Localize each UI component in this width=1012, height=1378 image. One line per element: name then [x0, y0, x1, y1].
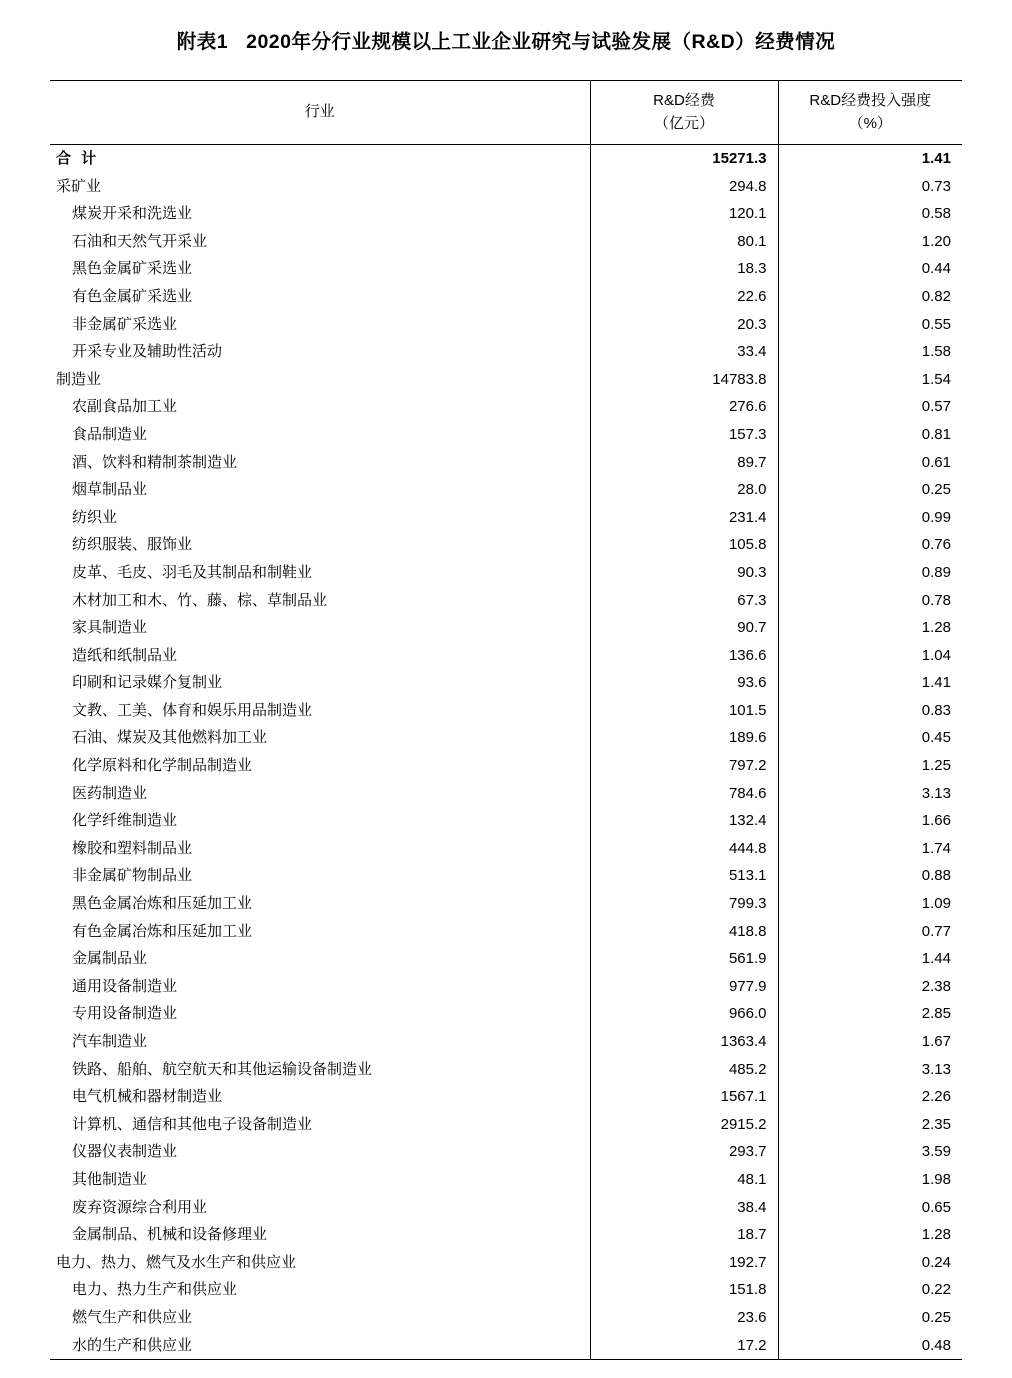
cell-rd-expenditure: 28.0	[590, 476, 778, 504]
cell-rd-expenditure: 38.4	[590, 1194, 778, 1222]
table-row	[50, 1221, 962, 1249]
cell-rd-expenditure: 231.4	[590, 504, 778, 532]
table-row	[50, 835, 962, 863]
industry-label: 制造业	[56, 370, 102, 388]
industry-label: 造纸和纸制品业	[72, 646, 178, 664]
cell-rd-expenditure: 1567.1	[590, 1083, 778, 1111]
cell-rd-intensity: 0.61	[921, 453, 951, 471]
cell-rd-intensity: 1.66	[921, 812, 951, 830]
industry-label: 计算机、通信和其他电子设备制造业	[72, 1115, 313, 1133]
industry-label: 废弃资源综合利用业	[72, 1198, 208, 1216]
cell-rd-expenditure: 90.3	[590, 559, 778, 587]
cell-rd-expenditure: 485.2	[590, 1056, 778, 1084]
table-row	[50, 669, 962, 697]
cell-rd-expenditure: 90.7	[590, 614, 778, 642]
cell-industry-name	[50, 587, 590, 615]
industry-label: 印刷和记录媒介复制业	[72, 674, 223, 692]
cell-rd-intensity: 0.77	[921, 922, 951, 940]
cell-rd-intensity: 0.25	[921, 481, 951, 499]
table-row	[50, 228, 962, 256]
cell-rd-expenditure: 33.4	[590, 338, 778, 366]
cell-industry-name	[50, 366, 590, 394]
cell-rd-expenditure: 151.8	[590, 1276, 778, 1304]
table-header	[50, 81, 962, 145]
table-row	[50, 338, 962, 366]
cell-rd-intensity: 0.76	[921, 536, 951, 554]
table-row	[50, 918, 962, 946]
cell-rd-expenditure: 48.1	[590, 1166, 778, 1194]
cell-industry-name	[50, 283, 590, 311]
cell-industry-name	[50, 669, 590, 697]
cell-industry-name	[50, 559, 590, 587]
cell-industry-name	[50, 807, 590, 835]
table-row	[50, 200, 962, 228]
cell-rd-expenditure: 132.4	[590, 807, 778, 835]
cell-rd-intensity: 0.22	[921, 1281, 951, 1299]
table-row	[50, 1249, 962, 1277]
table-row	[50, 366, 962, 394]
table-row	[50, 531, 962, 559]
table-row	[50, 255, 962, 283]
table-row	[50, 1138, 962, 1166]
column-header-rd-expenditure: R&D经费 （亿元）	[590, 81, 778, 145]
cell-rd-intensity: 0.45	[921, 729, 951, 747]
table-row	[50, 393, 962, 421]
cell-rd-intensity: 1.28	[921, 619, 951, 637]
table-row	[50, 973, 962, 1001]
cell-rd-intensity: 0.83	[921, 701, 951, 719]
industry-label: 仪器仪表制造业	[72, 1143, 178, 1161]
cell-rd-intensity: 0.55	[921, 315, 951, 333]
industry-label: 其他制造业	[72, 1170, 148, 1188]
table-row	[50, 559, 962, 587]
cell-rd-expenditure: 18.7	[590, 1221, 778, 1249]
rd-expenditure-table	[50, 80, 962, 1360]
cell-rd-expenditure: 17.2	[590, 1332, 778, 1360]
cell-rd-expenditure: 14783.8	[590, 366, 778, 394]
cell-rd-expenditure: 101.5	[590, 697, 778, 725]
cell-industry-name	[50, 476, 590, 504]
cell-rd-expenditure: 15271.3	[590, 145, 778, 173]
cell-industry-name	[50, 421, 590, 449]
cell-industry-name	[50, 1304, 590, 1332]
cell-rd-intensity: 0.89	[921, 563, 951, 581]
industry-label: 烟草制品业	[72, 481, 148, 499]
cell-rd-intensity: 1.20	[921, 232, 951, 250]
cell-rd-intensity: 2.38	[921, 977, 951, 995]
cell-rd-expenditure: 799.3	[590, 890, 778, 918]
cell-rd-expenditure: 966.0	[590, 1000, 778, 1028]
industry-label: 采矿业	[56, 177, 102, 195]
cell-rd-intensity: 1.04	[921, 646, 951, 664]
cell-industry-name	[50, 449, 590, 477]
cell-rd-intensity: 1.58	[921, 343, 951, 361]
cell-rd-intensity: 0.65	[921, 1198, 951, 1216]
industry-label: 有色金属矿采选业	[72, 287, 193, 305]
cell-industry-name	[50, 780, 590, 808]
cell-industry-name	[50, 697, 590, 725]
cell-rd-expenditure: 294.8	[590, 173, 778, 201]
industry-label: 电气机械和器材制造业	[72, 1088, 223, 1106]
cell-industry-name	[50, 338, 590, 366]
cell-industry-name	[50, 504, 590, 532]
cell-industry-name	[50, 614, 590, 642]
cell-rd-intensity: 0.24	[921, 1253, 951, 1271]
cell-rd-intensity: 1.25	[921, 757, 951, 775]
cell-industry-name	[50, 1000, 590, 1028]
cell-rd-expenditure: 418.8	[590, 918, 778, 946]
cell-rd-expenditure: 120.1	[590, 200, 778, 228]
column-header-industry: 行业	[50, 81, 590, 145]
cell-rd-expenditure: 20.3	[590, 311, 778, 339]
industry-label: 金属制品业	[72, 950, 148, 968]
cell-industry-name	[50, 255, 590, 283]
cell-rd-expenditure: 67.3	[590, 587, 778, 615]
cell-industry-name	[50, 1166, 590, 1194]
cell-rd-intensity: 0.58	[921, 205, 951, 223]
cell-rd-intensity: 1.41	[921, 150, 951, 167]
cell-rd-intensity: 0.78	[921, 591, 951, 609]
cell-rd-intensity: 1.74	[921, 839, 951, 857]
cell-rd-intensity: 1.44	[921, 950, 951, 968]
table-row	[50, 476, 962, 504]
table-row	[50, 173, 962, 201]
title-text: 2020年分行业规模以上工业企业研究与试验发展（R&D）经费情况	[246, 31, 836, 53]
table-row	[50, 807, 962, 835]
table-row	[50, 890, 962, 918]
cell-industry-name	[50, 973, 590, 1001]
table-body	[50, 145, 962, 1360]
cell-rd-intensity: 1.54	[921, 370, 951, 388]
industry-label: 有色金属冶炼和压延加工业	[72, 922, 253, 940]
table-row	[50, 1111, 962, 1139]
industry-label: 通用设备制造业	[72, 977, 178, 995]
cell-industry-name	[50, 1194, 590, 1222]
cell-rd-intensity: 2.35	[921, 1115, 951, 1133]
cell-industry-name	[50, 642, 590, 670]
cell-rd-intensity: 3.59	[921, 1143, 951, 1161]
table-row	[50, 945, 962, 973]
industry-label: 电力、热力生产和供应业	[72, 1281, 238, 1299]
table-row	[50, 697, 962, 725]
table-row	[50, 587, 962, 615]
industry-label: 非金属矿采选业	[72, 315, 178, 333]
cell-rd-intensity: 3.13	[921, 1060, 951, 1078]
industry-label: 水的生产和供应业	[72, 1336, 193, 1354]
industry-label: 黑色金属矿采选业	[72, 260, 193, 278]
industry-label: 纺织服装、服饰业	[72, 536, 193, 554]
table-header-row	[50, 81, 962, 145]
column-header-rd-intensity: R&D经费投入强度 （%）	[778, 81, 962, 145]
cell-rd-expenditure: 444.8	[590, 835, 778, 863]
cell-rd-expenditure: 105.8	[590, 531, 778, 559]
cell-industry-name	[50, 200, 590, 228]
industry-label: 汽车制造业	[72, 1033, 148, 1050]
table-row	[50, 1083, 962, 1111]
industry-label: 石油、煤炭及其他燃料加工业	[72, 729, 268, 747]
cell-rd-intensity: 0.48	[778, 1332, 962, 1360]
cell-industry-name	[50, 1111, 590, 1139]
cell-rd-expenditure: 22.6	[590, 283, 778, 311]
cell-rd-expenditure: 89.7	[590, 449, 778, 477]
cell-industry-name	[50, 1138, 590, 1166]
industry-label: 石油和天然气开采业	[72, 232, 208, 250]
cell-rd-expenditure: 276.6	[590, 393, 778, 421]
cell-rd-intensity: 0.73	[921, 177, 951, 195]
industry-label: 橡胶和塑料制品业	[72, 839, 193, 857]
cell-rd-intensity: 0.82	[921, 287, 951, 305]
table-row	[50, 752, 962, 780]
cell-industry-name	[50, 531, 590, 559]
table-row	[50, 145, 962, 173]
table-row	[50, 1304, 962, 1332]
industry-label: 铁路、船舶、航空航天和其他运输设备制造业	[72, 1060, 373, 1078]
cell-industry-name	[50, 1249, 590, 1277]
cell-rd-expenditure: 561.9	[590, 945, 778, 973]
table-row	[50, 1194, 962, 1222]
cell-rd-expenditure: 977.9	[590, 973, 778, 1001]
cell-rd-intensity: 1.28	[921, 1226, 951, 1244]
cell-industry-name	[50, 835, 590, 863]
cell-rd-expenditure: 18.3	[590, 255, 778, 283]
table-row	[50, 1332, 962, 1360]
industry-label: 文教、工美、体育和娱乐用品制造业	[72, 701, 313, 719]
industry-label: 开采专业及辅助性活动	[72, 343, 223, 361]
industry-label: 医药制造业	[72, 784, 148, 802]
title-number: 附表1	[176, 31, 229, 53]
industry-label: 专用设备制造业	[72, 1005, 178, 1023]
table-row	[50, 449, 962, 477]
table-row	[50, 1056, 962, 1084]
cell-rd-expenditure: 157.3	[590, 421, 778, 449]
cell-rd-intensity: 2.26	[921, 1088, 951, 1106]
table-row	[50, 614, 962, 642]
industry-label: 化学纤维制造业	[72, 812, 178, 830]
table-row	[50, 504, 962, 532]
table-row	[50, 1166, 962, 1194]
table-row	[50, 1028, 962, 1056]
industry-label: 家具制造业	[72, 619, 148, 637]
cell-rd-expenditure: 189.6	[590, 724, 778, 752]
cell-rd-intensity: 1.67	[921, 1033, 951, 1050]
table-row	[50, 283, 962, 311]
cell-industry-name	[50, 1028, 590, 1056]
table-row	[50, 1276, 962, 1304]
table-row	[50, 421, 962, 449]
table-row	[50, 311, 962, 339]
cell-rd-intensity: 1.98	[921, 1170, 951, 1188]
cell-rd-expenditure: 784.6	[590, 780, 778, 808]
cell-industry-name	[50, 173, 590, 201]
table-row	[50, 642, 962, 670]
industry-label: 农副食品加工业	[72, 398, 178, 416]
industry-label: 非金属矿物制品业	[72, 867, 193, 885]
cell-industry-name	[50, 1083, 590, 1111]
cell-industry-name	[50, 393, 590, 421]
cell-rd-intensity: 2.85	[921, 1005, 951, 1023]
cell-rd-expenditure: 192.7	[590, 1249, 778, 1277]
industry-label: 化学原料和化学制品制造业	[72, 757, 253, 775]
industry-label: 纺织业	[72, 508, 118, 526]
cell-industry-name	[50, 1276, 590, 1304]
industry-label: 黑色金属冶炼和压延加工业	[72, 895, 253, 913]
page-title	[50, 0, 962, 80]
cell-industry-name	[50, 724, 590, 752]
industry-label: 合 计	[56, 150, 100, 167]
industry-label: 电力、热力、燃气及水生产和供应业	[56, 1253, 297, 1271]
industry-label: 金属制品、机械和设备修理业	[72, 1226, 268, 1244]
cell-rd-intensity: 3.13	[921, 784, 951, 802]
industry-label: 酒、饮料和精制茶制造业	[72, 453, 238, 471]
industry-label: 木材加工和木、竹、藤、棕、草制品业	[72, 591, 328, 609]
cell-rd-intensity: 0.81	[921, 425, 951, 443]
cell-rd-expenditure: 80.1	[590, 228, 778, 256]
cell-rd-intensity: 0.57	[921, 398, 951, 416]
cell-industry-name	[50, 1056, 590, 1084]
cell-industry-name	[50, 945, 590, 973]
industry-label: 食品制造业	[72, 425, 148, 443]
cell-industry-name	[50, 918, 590, 946]
table-row	[50, 862, 962, 890]
cell-industry-name	[50, 862, 590, 890]
cell-rd-expenditure: 93.6	[590, 669, 778, 697]
cell-industry-name	[50, 752, 590, 780]
cell-rd-intensity: 0.99	[921, 508, 951, 526]
cell-rd-expenditure: 136.6	[590, 642, 778, 670]
table-row	[50, 1000, 962, 1028]
cell-industry-name	[50, 1221, 590, 1249]
cell-rd-intensity: 1.41	[921, 674, 951, 692]
cell-rd-expenditure: 513.1	[590, 862, 778, 890]
cell-industry-name	[50, 228, 590, 256]
cell-industry-name	[50, 145, 590, 173]
cell-industry-name	[50, 311, 590, 339]
industry-label: 燃气生产和供应业	[72, 1308, 193, 1326]
table-row	[50, 724, 962, 752]
cell-rd-intensity: 0.44	[921, 260, 951, 278]
cell-rd-intensity: 0.25	[921, 1308, 951, 1326]
cell-rd-expenditure: 1363.4	[590, 1028, 778, 1056]
cell-industry-name	[50, 1332, 590, 1360]
industry-label: 皮革、毛皮、羽毛及其制品和制鞋业	[72, 563, 313, 581]
cell-rd-intensity: 1.09	[921, 895, 951, 913]
cell-rd-intensity: 0.88	[921, 867, 951, 885]
cell-rd-expenditure: 2915.2	[590, 1111, 778, 1139]
table-row	[50, 780, 962, 808]
industry-label: 煤炭开采和洗选业	[72, 205, 193, 223]
cell-rd-expenditure: 293.7	[590, 1138, 778, 1166]
cell-rd-expenditure: 797.2	[590, 752, 778, 780]
cell-rd-expenditure: 23.6	[590, 1304, 778, 1332]
cell-industry-name	[50, 890, 590, 918]
